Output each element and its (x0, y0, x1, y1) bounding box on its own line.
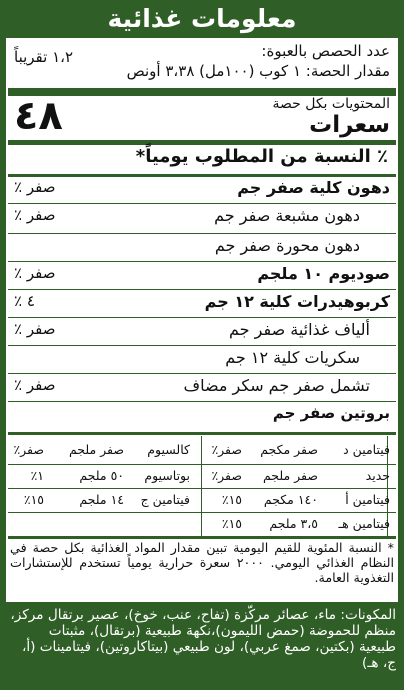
row-divider (8, 317, 396, 318)
nutrient-name: ألياف غذائية صفر جم (229, 320, 370, 339)
vitamin-pct: صفر٪ (13, 442, 44, 457)
row-divider (8, 464, 396, 465)
nutrient-daily-value: صفر ٪ (14, 320, 56, 338)
vitamin-amount: ٣،٥ ملجم (269, 516, 318, 531)
serving-size: مقدار الحصة: ١ كوب (١٠٠مل) ٣،٣٨ أونص (126, 62, 390, 80)
nutrient-daily-value: صفر ٪ (14, 264, 56, 282)
row-divider (8, 512, 396, 513)
calories-label: سعرات (309, 112, 390, 138)
divider (8, 174, 396, 177)
per-serving-label: المحتويات بكل حصة (272, 96, 390, 112)
vitamin-pct: ١٥٪ (221, 516, 242, 531)
vitamin-amount: ١٤٠ مكجم (263, 492, 318, 507)
nutrient-daily-value: صفر ٪ (14, 376, 56, 394)
row-divider (8, 401, 396, 402)
servings-per-container-value: ١،٢ تقريباً (14, 48, 74, 66)
divider (8, 432, 396, 435)
row-divider (8, 233, 396, 234)
divider-thick (8, 88, 396, 96)
vitamin-amount: صفر ملجم (68, 442, 124, 457)
vitamin-pct: صفر٪ (211, 442, 242, 457)
servings-per-container-label: عدد الحصص بالعبوة: (261, 42, 390, 60)
row-divider (8, 261, 396, 262)
nutrient-name: تشمل صفر جم سكر مضاف (183, 376, 370, 395)
divider-thick (8, 140, 396, 145)
vitamin-name: كالسيوم (147, 442, 190, 457)
vitamin-name: حديد (365, 468, 390, 483)
nutrient-name: دهون محورة صفر جم (214, 236, 360, 255)
vitamin-amount: ٥٠ ملجم (79, 468, 124, 483)
row-divider (8, 203, 396, 204)
row-divider (8, 345, 396, 346)
vitamin-pct: ١٥٪ (23, 492, 44, 507)
nutrient-name: كربوهيدرات كلية ١٢ جم (204, 292, 390, 311)
vitamin-name: بوتاسيوم (144, 468, 190, 483)
vitamin-pct: ١٪ (30, 468, 44, 483)
nutrient-daily-value: صفر ٪ (14, 178, 56, 196)
vitamin-name: فيتامين أ (345, 492, 390, 507)
nutrient-name: سكريات كلية ١٢ جم (225, 348, 360, 367)
divider (8, 536, 396, 539)
nutrient-daily-value: صفر ٪ (14, 206, 56, 224)
vitamin-name: فيتامين ج (140, 492, 190, 507)
nutrient-daily-value: ٤ ٪ (14, 292, 35, 310)
calories-value: ٤٨ (14, 93, 63, 139)
vitamin-pct: صفر٪ (211, 468, 242, 483)
row-divider (8, 373, 396, 374)
nutrient-name: دهون مشبعة صفر جم (214, 206, 360, 225)
vitamin-name: فيتامين د (343, 442, 390, 457)
vitamin-amount: صفر مكجم (260, 442, 318, 457)
vitamin-name: فيتامين هـ (338, 516, 390, 531)
vitamin-pct: ١٥٪ (221, 492, 242, 507)
nutrient-name: صوديوم ١٠ ملجم (257, 264, 390, 283)
vitamin-amount: ١٤ ملجم (79, 492, 124, 507)
nutrition-facts-title: معلومات غذائية (107, 4, 297, 33)
vitamin-amount: صفر ملجم (262, 468, 318, 483)
ingredients-list: المكونات: ماء، عصائر مركّزة (تفاح، عنب، خوخ)، عصير برتقال مركز، منظم للحموضة (حمض الليمون)،نكهة طبيعية (برتقال)، مثبتات طبيعية (بكتين، صمغ عربي)، لون طبيعي (بيتاكاروتين)، فيتامينات (أ، ج، هـ) (10, 607, 396, 671)
row-divider (8, 289, 396, 290)
nutrient-name: دهون كلية صفر جم (237, 178, 390, 197)
row-divider (8, 488, 396, 489)
grid-divider (201, 436, 202, 536)
nutrient-name: بروتين صفر جم (272, 404, 390, 422)
daily-value-header: ٪ النسبة من المطلوب يومياً* (135, 146, 388, 167)
footnote: * النسبة المئوية للقيم اليومية تبين مقدار المواد الغذائية بكل حصة في النظام الغذائي اليومي. ٢٠٠٠ سعرة حرارية يومياً تستخدم للإستشارات التغذوية العامة. (10, 540, 394, 585)
